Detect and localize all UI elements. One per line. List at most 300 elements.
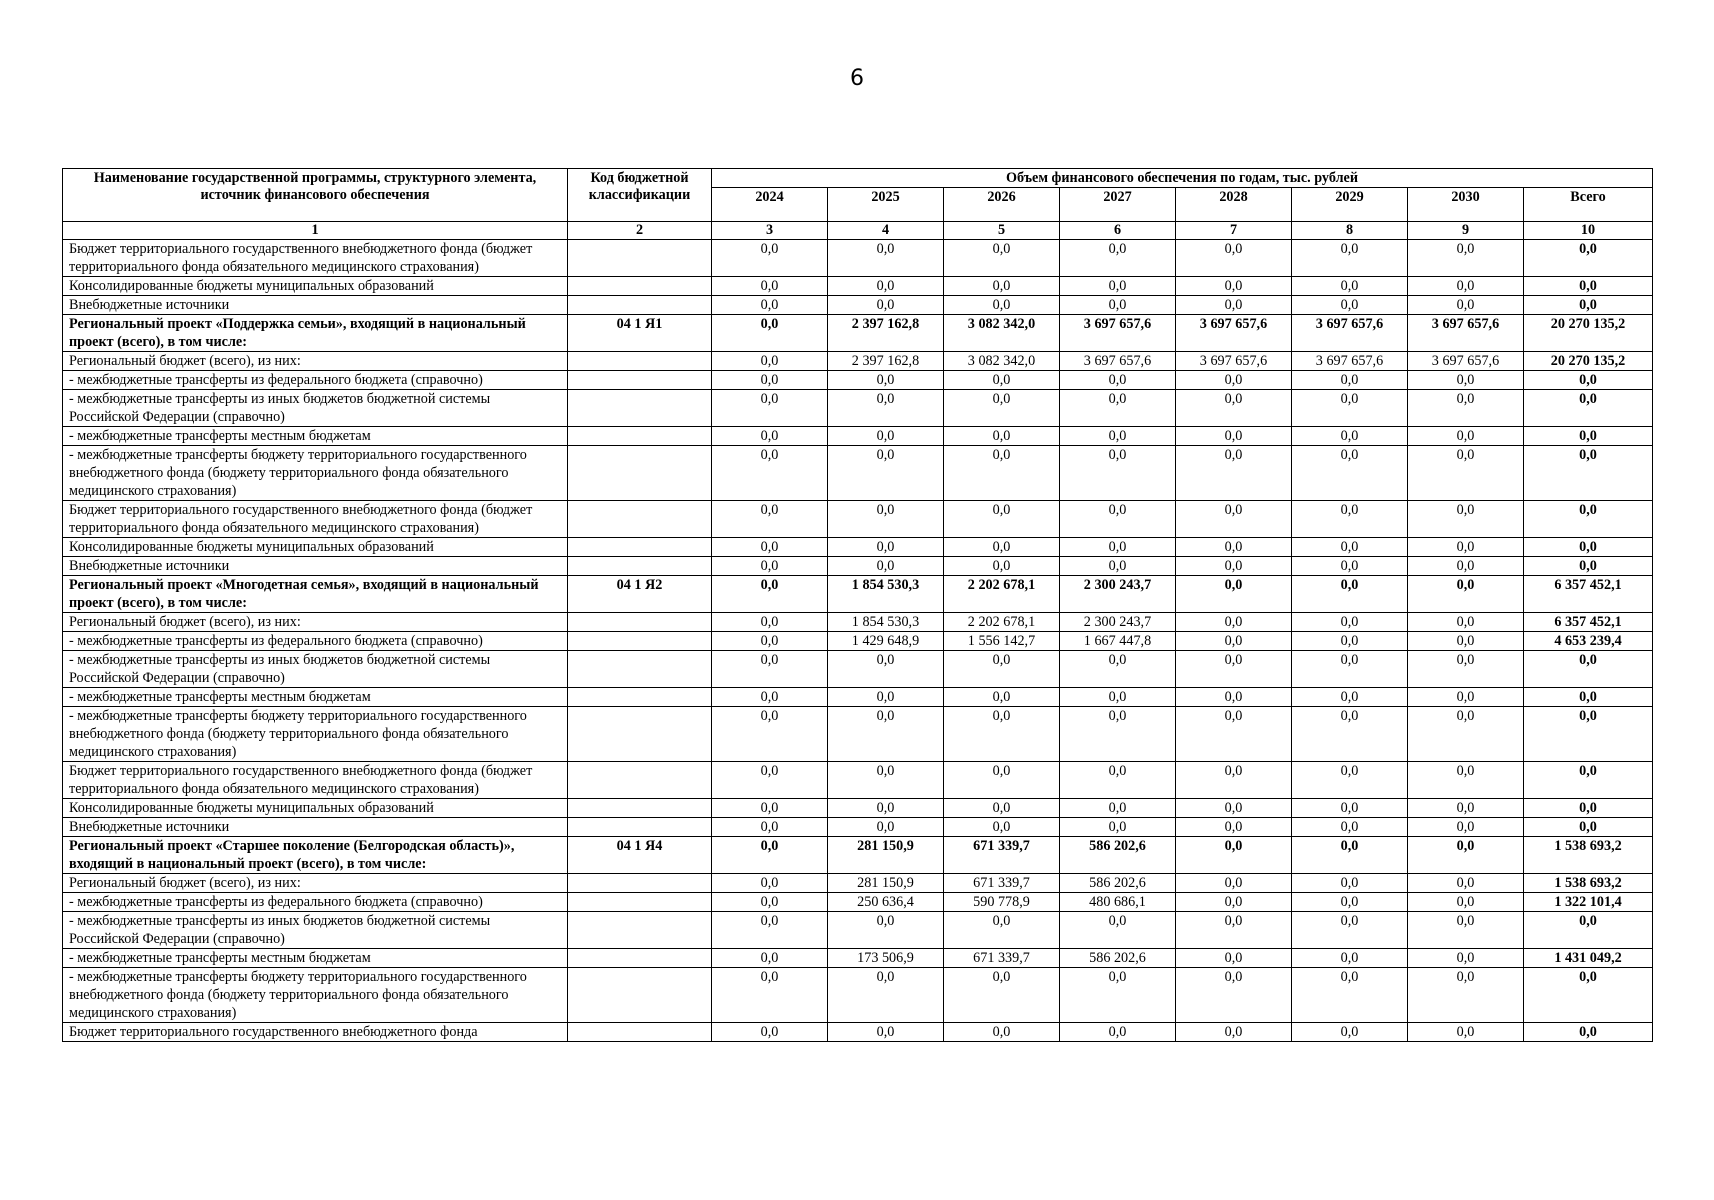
row-value: 0,0 xyxy=(1176,538,1292,557)
row-total: 0,0 xyxy=(1524,277,1653,296)
row-value: 0,0 xyxy=(1408,707,1524,762)
table-row xyxy=(63,632,1653,651)
row-name: - межбюджетные трансферты из иных бюджетов бюджетной системы Российской Федерации (справочно) xyxy=(63,390,568,427)
row-name: - межбюджетные трансферты местным бюджетам xyxy=(63,688,568,707)
row-value: 0,0 xyxy=(1292,949,1408,968)
table-row xyxy=(63,893,1653,912)
header-volume: Объем финансового обеспечения по годам, тыс. рублей xyxy=(712,169,1653,188)
row-total: 20 270 135,2 xyxy=(1524,315,1653,352)
row-value: 0,0 xyxy=(944,538,1060,557)
row-value: 0,0 xyxy=(712,912,828,949)
row-name: Региональный бюджет (всего), из них: xyxy=(63,613,568,632)
row-value: 0,0 xyxy=(1408,949,1524,968)
table-row xyxy=(63,651,1653,688)
row-value: 0,0 xyxy=(1060,240,1176,277)
row-name: - межбюджетные трансферты из федерального бюджета (справочно) xyxy=(63,632,568,651)
row-value: 0,0 xyxy=(944,1023,1060,1042)
row-value: 0,0 xyxy=(1292,799,1408,818)
row-value: 0,0 xyxy=(1176,818,1292,837)
row-value: 0,0 xyxy=(1176,799,1292,818)
row-value: 0,0 xyxy=(1176,557,1292,576)
row-name: Бюджет территориального государственного внебюджетного фонда xyxy=(63,1023,568,1042)
row-value: 0,0 xyxy=(712,371,828,390)
row-value: 3 697 657,6 xyxy=(1060,315,1176,352)
row-value: 0,0 xyxy=(1408,371,1524,390)
row-value: 0,0 xyxy=(1408,427,1524,446)
row-value: 0,0 xyxy=(712,315,828,352)
row-value: 0,0 xyxy=(1292,501,1408,538)
row-code xyxy=(568,818,712,837)
row-name: Региональный проект «Старшее поколение (Белгородская область)», входящий в национальный проект (всего), в том числе: xyxy=(63,837,568,874)
row-code xyxy=(568,799,712,818)
row-value: 0,0 xyxy=(944,240,1060,277)
row-value: 0,0 xyxy=(1292,1023,1408,1042)
row-value: 0,0 xyxy=(828,968,944,1023)
row-value: 281 150,9 xyxy=(828,874,944,893)
row-value: 0,0 xyxy=(1408,632,1524,651)
row-value: 0,0 xyxy=(712,893,828,912)
row-code xyxy=(568,390,712,427)
row-value: 0,0 xyxy=(1176,1023,1292,1042)
row-value: 0,0 xyxy=(944,818,1060,837)
row-value: 0,0 xyxy=(1176,762,1292,799)
row-code xyxy=(568,371,712,390)
row-value: 0,0 xyxy=(1292,557,1408,576)
row-value: 0,0 xyxy=(1060,688,1176,707)
table-row xyxy=(63,557,1653,576)
row-code xyxy=(568,501,712,538)
row-name: Внебюджетные источники xyxy=(63,296,568,315)
row-total: 20 270 135,2 xyxy=(1524,352,1653,371)
row-total: 6 357 452,1 xyxy=(1524,613,1653,632)
row-value: 0,0 xyxy=(1292,296,1408,315)
row-value: 0,0 xyxy=(828,799,944,818)
row-value: 0,0 xyxy=(828,390,944,427)
row-value: 173 506,9 xyxy=(828,949,944,968)
row-value: 281 150,9 xyxy=(828,837,944,874)
row-code xyxy=(568,632,712,651)
row-value: 0,0 xyxy=(944,968,1060,1023)
row-total: 1 538 693,2 xyxy=(1524,874,1653,893)
row-value: 0,0 xyxy=(712,818,828,837)
row-value: 0,0 xyxy=(944,390,1060,427)
row-total: 0,0 xyxy=(1524,651,1653,688)
row-total: 1 431 049,2 xyxy=(1524,949,1653,968)
row-value: 0,0 xyxy=(1176,613,1292,632)
row-name: - межбюджетные трансферты из федерального бюджета (справочно) xyxy=(63,893,568,912)
row-value: 0,0 xyxy=(712,799,828,818)
row-total: 0,0 xyxy=(1524,240,1653,277)
row-value: 0,0 xyxy=(712,1023,828,1042)
row-code xyxy=(568,762,712,799)
row-value: 0,0 xyxy=(1060,651,1176,688)
row-name: Бюджет территориального государственного внебюджетного фонда (бюджет территориального фонда обязательного медицинского страхования) xyxy=(63,762,568,799)
table-row xyxy=(63,818,1653,837)
row-value: 0,0 xyxy=(1292,277,1408,296)
row-code xyxy=(568,688,712,707)
row-value: 2 300 243,7 xyxy=(1060,576,1176,613)
row-value: 0,0 xyxy=(1176,632,1292,651)
row-code xyxy=(568,651,712,688)
row-value: 0,0 xyxy=(1060,557,1176,576)
row-value: 0,0 xyxy=(1176,949,1292,968)
row-value: 0,0 xyxy=(712,762,828,799)
row-value: 590 778,9 xyxy=(944,893,1060,912)
row-value: 0,0 xyxy=(1292,762,1408,799)
row-name: - межбюджетные трансферты бюджету территориального государственного внебюджетного фонда (бюджету территориального фонда обязательного медицинского страхования) xyxy=(63,968,568,1023)
column-number: 7 xyxy=(1176,222,1292,240)
row-value: 0,0 xyxy=(1292,632,1408,651)
row-value: 0,0 xyxy=(1176,688,1292,707)
row-total: 0,0 xyxy=(1524,538,1653,557)
row-value: 0,0 xyxy=(1060,446,1176,501)
row-total: 0,0 xyxy=(1524,912,1653,949)
row-value: 0,0 xyxy=(712,949,828,968)
row-value: 0,0 xyxy=(944,651,1060,688)
row-code xyxy=(568,613,712,632)
table-row xyxy=(63,874,1653,893)
column-numbers-row xyxy=(63,222,1653,240)
financing-table xyxy=(62,168,1653,1042)
row-total: 0,0 xyxy=(1524,688,1653,707)
row-value: 0,0 xyxy=(1176,277,1292,296)
table-row xyxy=(63,296,1653,315)
row-value: 0,0 xyxy=(1292,427,1408,446)
row-value: 0,0 xyxy=(944,427,1060,446)
row-value: 3 697 657,6 xyxy=(1292,315,1408,352)
row-value: 0,0 xyxy=(944,557,1060,576)
row-value: 0,0 xyxy=(1060,762,1176,799)
row-name: Бюджет территориального государственного внебюджетного фонда (бюджет территориального фонда обязательного медицинского страхования) xyxy=(63,501,568,538)
row-total: 0,0 xyxy=(1524,762,1653,799)
table-row xyxy=(63,688,1653,707)
row-value: 0,0 xyxy=(828,1023,944,1042)
row-value: 0,0 xyxy=(1060,501,1176,538)
row-value: 0,0 xyxy=(1292,371,1408,390)
row-value: 0,0 xyxy=(1408,613,1524,632)
header-year: 2030 xyxy=(1408,188,1524,222)
row-value: 0,0 xyxy=(1176,427,1292,446)
row-value: 0,0 xyxy=(1060,912,1176,949)
row-value: 0,0 xyxy=(1408,277,1524,296)
row-name: - межбюджетные трансферты местным бюджетам xyxy=(63,427,568,446)
row-value: 0,0 xyxy=(1408,576,1524,613)
row-value: 671 339,7 xyxy=(944,837,1060,874)
row-value: 2 202 678,1 xyxy=(944,613,1060,632)
row-value: 0,0 xyxy=(1060,277,1176,296)
row-value: 1 854 530,3 xyxy=(828,613,944,632)
row-value: 0,0 xyxy=(828,538,944,557)
row-value: 0,0 xyxy=(1060,707,1176,762)
row-value: 0,0 xyxy=(1176,912,1292,949)
table-row xyxy=(63,352,1653,371)
column-number: 1 xyxy=(63,222,568,240)
row-total: 0,0 xyxy=(1524,707,1653,762)
row-value: 1 556 142,7 xyxy=(944,632,1060,651)
row-value: 0,0 xyxy=(712,538,828,557)
row-value: 0,0 xyxy=(1292,651,1408,688)
row-value: 0,0 xyxy=(712,277,828,296)
row-code: 04 1 Я4 xyxy=(568,837,712,874)
row-code xyxy=(568,707,712,762)
row-value: 0,0 xyxy=(828,277,944,296)
row-code xyxy=(568,296,712,315)
row-value: 0,0 xyxy=(1060,371,1176,390)
row-code xyxy=(568,557,712,576)
row-value: 0,0 xyxy=(1408,538,1524,557)
row-value: 0,0 xyxy=(1060,1023,1176,1042)
row-value: 586 202,6 xyxy=(1060,837,1176,874)
row-value: 0,0 xyxy=(1176,968,1292,1023)
row-value: 0,0 xyxy=(1408,240,1524,277)
row-value: 0,0 xyxy=(712,613,828,632)
row-code xyxy=(568,949,712,968)
row-value: 480 686,1 xyxy=(1060,893,1176,912)
row-value: 0,0 xyxy=(1292,968,1408,1023)
row-value: 0,0 xyxy=(1292,818,1408,837)
row-value: 0,0 xyxy=(1060,968,1176,1023)
row-code xyxy=(568,968,712,1023)
row-name: Внебюджетные источники xyxy=(63,818,568,837)
row-value: 0,0 xyxy=(1408,837,1524,874)
project-row xyxy=(63,576,1653,613)
row-value: 0,0 xyxy=(712,446,828,501)
row-name: - межбюджетные трансферты бюджету территориального государственного внебюджетного фонда (бюджету территориального фонда обязательного медицинского страхования) xyxy=(63,446,568,501)
row-value: 1 667 447,8 xyxy=(1060,632,1176,651)
row-value: 0,0 xyxy=(1060,390,1176,427)
row-code: 04 1 Я1 xyxy=(568,315,712,352)
row-value: 0,0 xyxy=(712,296,828,315)
row-value: 0,0 xyxy=(1060,538,1176,557)
row-value: 3 697 657,6 xyxy=(1176,315,1292,352)
row-value: 0,0 xyxy=(828,296,944,315)
row-name: Региональный бюджет (всего), из них: xyxy=(63,874,568,893)
project-row xyxy=(63,315,1653,352)
row-total: 0,0 xyxy=(1524,371,1653,390)
table-body xyxy=(63,240,1653,1042)
row-name: - межбюджетные трансферты из федерального бюджета (справочно) xyxy=(63,371,568,390)
table-row xyxy=(63,501,1653,538)
row-value: 0,0 xyxy=(1176,501,1292,538)
row-value: 2 397 162,8 xyxy=(828,315,944,352)
row-value: 0,0 xyxy=(944,277,1060,296)
table-row xyxy=(63,968,1653,1023)
column-number: 9 xyxy=(1408,222,1524,240)
row-value: 671 339,7 xyxy=(944,949,1060,968)
row-value: 586 202,6 xyxy=(1060,874,1176,893)
row-value: 0,0 xyxy=(712,352,828,371)
row-value: 3 082 342,0 xyxy=(944,315,1060,352)
row-value: 0,0 xyxy=(1176,651,1292,688)
header-year: 2025 xyxy=(828,188,944,222)
column-number: 2 xyxy=(568,222,712,240)
row-value: 0,0 xyxy=(712,688,828,707)
row-total: 0,0 xyxy=(1524,390,1653,427)
row-value: 0,0 xyxy=(1292,538,1408,557)
row-value: 0,0 xyxy=(1292,837,1408,874)
row-code xyxy=(568,277,712,296)
header-name: Наименование государственной программы, структурного элемента, источник финансового обеспечения xyxy=(63,169,568,222)
row-value: 0,0 xyxy=(944,799,1060,818)
row-value: 0,0 xyxy=(1060,296,1176,315)
row-total: 0,0 xyxy=(1524,501,1653,538)
column-number: 8 xyxy=(1292,222,1408,240)
row-value: 0,0 xyxy=(712,651,828,688)
row-value: 671 339,7 xyxy=(944,874,1060,893)
row-total: 1 538 693,2 xyxy=(1524,837,1653,874)
row-value: 0,0 xyxy=(712,837,828,874)
table-row xyxy=(63,427,1653,446)
row-code xyxy=(568,240,712,277)
row-total: 4 653 239,4 xyxy=(1524,632,1653,651)
row-value: 1 429 648,9 xyxy=(828,632,944,651)
row-value: 0,0 xyxy=(1408,818,1524,837)
row-value: 3 697 657,6 xyxy=(1408,352,1524,371)
table-row xyxy=(63,371,1653,390)
header-year: 2026 xyxy=(944,188,1060,222)
row-value: 3 697 657,6 xyxy=(1408,315,1524,352)
column-number: 5 xyxy=(944,222,1060,240)
row-code: 04 1 Я2 xyxy=(568,576,712,613)
row-value: 2 397 162,8 xyxy=(828,352,944,371)
row-value: 0,0 xyxy=(944,912,1060,949)
row-value: 0,0 xyxy=(1292,893,1408,912)
table-row xyxy=(63,707,1653,762)
row-value: 0,0 xyxy=(1292,240,1408,277)
row-value: 0,0 xyxy=(828,240,944,277)
row-total: 0,0 xyxy=(1524,968,1653,1023)
table-row xyxy=(63,613,1653,632)
row-name: Региональный бюджет (всего), из них: xyxy=(63,352,568,371)
row-value: 0,0 xyxy=(712,501,828,538)
table-row xyxy=(63,390,1653,427)
header-year: 2024 xyxy=(712,188,828,222)
row-value: 0,0 xyxy=(1408,1023,1524,1042)
row-name: Бюджет территориального государственного внебюджетного фонда (бюджет территориального фонда обязательного медицинского страхования) xyxy=(63,240,568,277)
row-value: 0,0 xyxy=(828,912,944,949)
row-name: Региональный проект «Поддержка семьи», входящий в национальный проект (всего), в том числе: xyxy=(63,315,568,352)
row-total: 0,0 xyxy=(1524,427,1653,446)
row-value: 0,0 xyxy=(1176,296,1292,315)
row-value: 0,0 xyxy=(1408,501,1524,538)
row-value: 0,0 xyxy=(1408,968,1524,1023)
row-value: 0,0 xyxy=(1176,837,1292,874)
row-total: 0,0 xyxy=(1524,296,1653,315)
row-code xyxy=(568,1023,712,1042)
row-value: 0,0 xyxy=(712,576,828,613)
row-value: 0,0 xyxy=(1292,688,1408,707)
row-value: 0,0 xyxy=(1408,688,1524,707)
row-total: 0,0 xyxy=(1524,1023,1653,1042)
row-value: 0,0 xyxy=(944,501,1060,538)
row-value: 3 697 657,6 xyxy=(1060,352,1176,371)
row-value: 0,0 xyxy=(944,446,1060,501)
row-code xyxy=(568,893,712,912)
row-value: 0,0 xyxy=(828,371,944,390)
row-code xyxy=(568,538,712,557)
row-value: 0,0 xyxy=(944,688,1060,707)
row-value: 0,0 xyxy=(944,707,1060,762)
row-value: 0,0 xyxy=(712,707,828,762)
table-row xyxy=(63,446,1653,501)
header-total: Всего xyxy=(1524,188,1653,222)
row-value: 0,0 xyxy=(1176,893,1292,912)
table-header xyxy=(63,169,1653,240)
row-name: Консолидированные бюджеты муниципальных образований xyxy=(63,277,568,296)
row-value: 0,0 xyxy=(1408,296,1524,315)
row-value: 0,0 xyxy=(712,874,828,893)
row-value: 0,0 xyxy=(1176,446,1292,501)
row-value: 1 854 530,3 xyxy=(828,576,944,613)
row-value: 2 202 678,1 xyxy=(944,576,1060,613)
row-value: 0,0 xyxy=(1176,576,1292,613)
row-value: 586 202,6 xyxy=(1060,949,1176,968)
row-value: 0,0 xyxy=(828,688,944,707)
row-code xyxy=(568,912,712,949)
row-value: 0,0 xyxy=(1408,893,1524,912)
row-name: - межбюджетные трансферты местным бюджетам xyxy=(63,949,568,968)
row-value: 0,0 xyxy=(944,762,1060,799)
row-name: - межбюджетные трансферты бюджету территориального государственного внебюджетного фонда (бюджету территориального фонда обязательного медицинского страхования) xyxy=(63,707,568,762)
table-row xyxy=(63,1023,1653,1042)
table-row xyxy=(63,949,1653,968)
row-value: 0,0 xyxy=(828,762,944,799)
row-value: 0,0 xyxy=(1176,240,1292,277)
row-code xyxy=(568,446,712,501)
row-value: 3 082 342,0 xyxy=(944,352,1060,371)
row-name: Консолидированные бюджеты муниципальных образований xyxy=(63,538,568,557)
row-value: 0,0 xyxy=(712,557,828,576)
row-value: 0,0 xyxy=(828,501,944,538)
row-code xyxy=(568,874,712,893)
row-name: Региональный проект «Многодетная семья», входящий в национальный проект (всего), в том числе: xyxy=(63,576,568,613)
row-value: 0,0 xyxy=(1060,818,1176,837)
row-value: 0,0 xyxy=(1408,651,1524,688)
row-total: 0,0 xyxy=(1524,557,1653,576)
row-total: 0,0 xyxy=(1524,799,1653,818)
row-total: 6 357 452,1 xyxy=(1524,576,1653,613)
table-row xyxy=(63,240,1653,277)
row-value: 0,0 xyxy=(1292,874,1408,893)
row-total: 1 322 101,4 xyxy=(1524,893,1653,912)
row-value: 0,0 xyxy=(944,371,1060,390)
row-value: 0,0 xyxy=(1408,762,1524,799)
header-year: 2027 xyxy=(1060,188,1176,222)
row-value: 0,0 xyxy=(828,707,944,762)
row-value: 0,0 xyxy=(1292,912,1408,949)
row-value: 0,0 xyxy=(1408,912,1524,949)
row-value: 0,0 xyxy=(1292,707,1408,762)
row-value: 0,0 xyxy=(1176,707,1292,762)
row-total: 0,0 xyxy=(1524,818,1653,837)
row-name: Консолидированные бюджеты муниципальных образований xyxy=(63,799,568,818)
row-value: 0,0 xyxy=(1176,874,1292,893)
row-value: 0,0 xyxy=(1292,390,1408,427)
row-value: 0,0 xyxy=(1060,799,1176,818)
row-value: 0,0 xyxy=(1060,427,1176,446)
row-name: - межбюджетные трансферты из иных бюджетов бюджетной системы Российской Федерации (справочно) xyxy=(63,651,568,688)
row-value: 0,0 xyxy=(1408,799,1524,818)
row-value: 0,0 xyxy=(828,651,944,688)
row-value: 0,0 xyxy=(1292,576,1408,613)
row-value: 0,0 xyxy=(1292,613,1408,632)
row-total: 0,0 xyxy=(1524,446,1653,501)
row-code xyxy=(568,427,712,446)
row-value: 0,0 xyxy=(1176,390,1292,427)
row-value: 0,0 xyxy=(944,296,1060,315)
row-code xyxy=(568,352,712,371)
row-value: 0,0 xyxy=(712,390,828,427)
